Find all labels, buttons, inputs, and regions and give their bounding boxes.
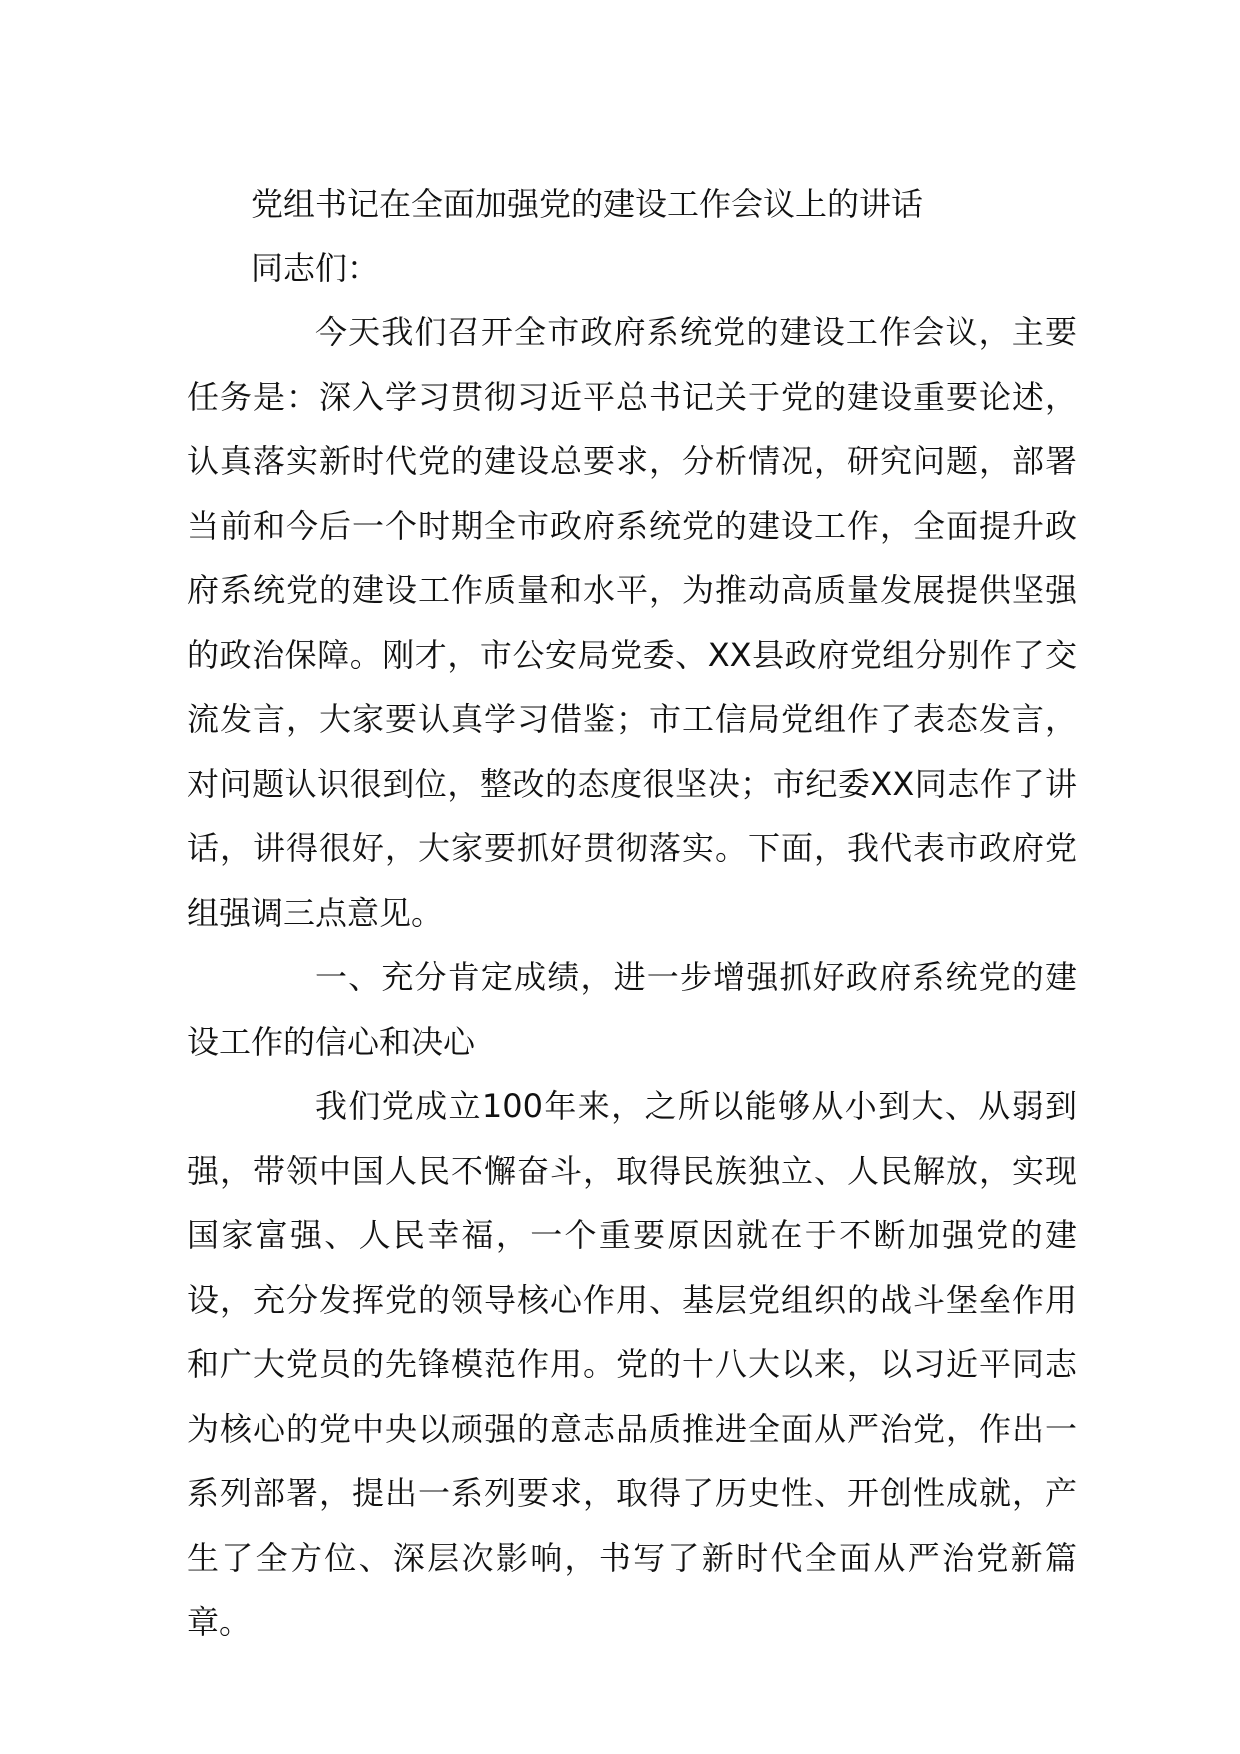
section-heading-1: 一、充分肯定成绩，进一步增强抓好政府系统党的建设工作的信心和决心 — [187, 958, 1077, 1061]
salutation: 同志们： — [251, 249, 380, 287]
paragraph-history: 我们党成立100年来，之所以能够从小到大、从弱到强，带领中国人民不懈奋斗，取得民族独立、人民解放，实现国家富强、人民幸福，一个重要原因就在于不断加强党的建设，充分发挥党的领导核心作用、基层党组织的战斗堡垒作用和广大党员的先锋模范作用。党的十八大以来，以习近平同志为核心的党中央以顽强的意志品质推进全面从严治党，作出一系列部署，提出一系列要求，取得了历史性、开创性成就，产生了全方位、深层次影响，书写了新时代全面从严治党新篇章。 — [187, 1087, 1077, 1641]
paragraph-intro: 今天我们召开全市政府系统党的建设工作会议，主要任务是：深入学习贯彻习近平总书记关于党的建设重要论述，认真落实新时代党的建设总要求，分析情况，研究问题，部署当前和今后一个时期全市政府系统党的建设工作，全面提升政府系统党的建设工作质量和水平，为推动高质量发展提供坚强的政治保障。刚才，市公安局党委、XX县政府党组分别作了交流发言，大家要认真学习借鉴；市工信局党组作了表态发言，对问题认识很到位，整改的态度很坚决；市纪委XX同志作了讲话，讲得很好，大家要抓好贯彻落实。下面，我代表市政府党组强调三点意见。 — [187, 313, 1077, 932]
document-body — [187, 172, 1077, 1655]
document-title: 党组书记在全面加强党的建设工作会议上的讲话 — [251, 185, 924, 223]
